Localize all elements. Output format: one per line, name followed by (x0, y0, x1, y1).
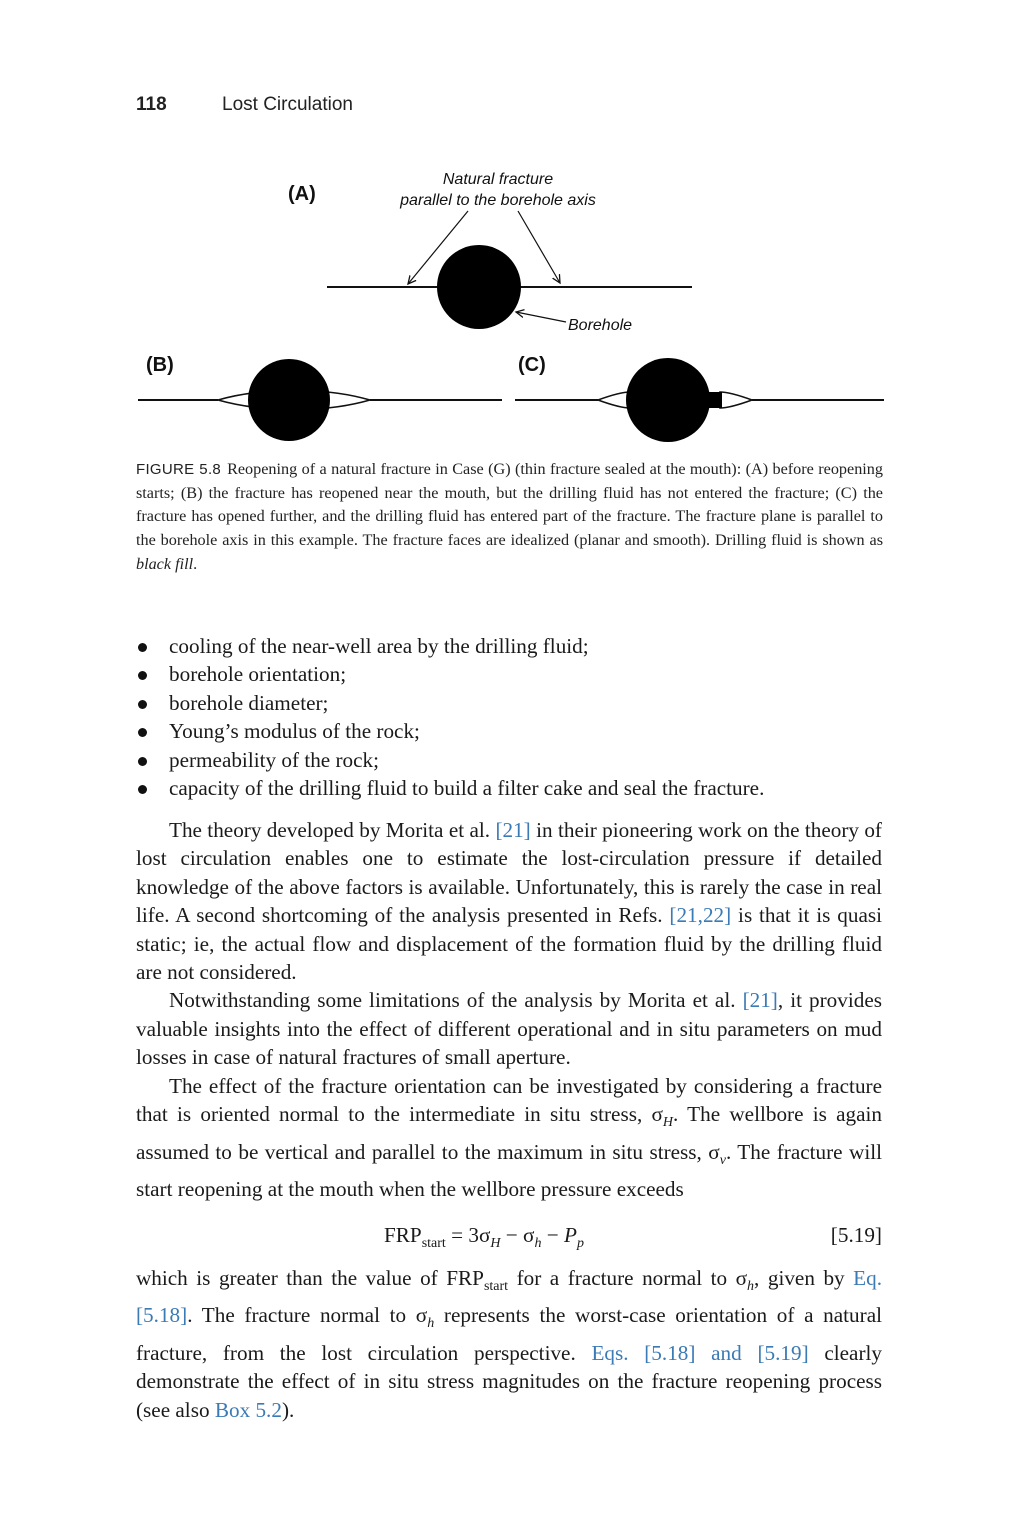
figure-diagram (120, 160, 900, 460)
list-item-text: borehole diameter; (169, 690, 329, 715)
bullet-icon (138, 785, 147, 794)
reference-link[interactable]: [21] (495, 818, 531, 842)
page-number: 118 (136, 94, 167, 115)
list-item (136, 632, 886, 660)
caption-italic: black fill (136, 554, 194, 573)
figure-5-8 (120, 160, 900, 460)
body-text (136, 816, 882, 1424)
panel-b-borehole (248, 359, 330, 441)
bullet-icon (138, 757, 147, 766)
paragraph-2: Notwithstanding some limitations of the analysis by Morita et al. [21], it provides valuable insights into the effect of different operational and in situ parameters on mud losses in case of natural fractures of small aperture. (136, 988, 882, 1070)
borehole-arrow (516, 312, 566, 322)
box-link[interactable]: Box 5.2 (214, 1397, 282, 1422)
reference-link[interactable]: [21] (742, 988, 778, 1013)
caption-end: . (193, 554, 198, 573)
equation-link[interactable]: Eqs. [5.18] and [5.19] (591, 1341, 809, 1366)
list-item (136, 746, 886, 774)
fracture-annotation-line2: parallel to the borehole axis (400, 192, 596, 209)
borehole-label: Borehole (568, 317, 633, 334)
list-item-text: Young’s modulus of the rock; (169, 719, 420, 744)
panel-c-borehole (626, 358, 710, 442)
equation-link[interactable]: Eq. [5.18] (136, 1265, 882, 1328)
bullet-icon (138, 643, 147, 652)
panel-c-opening-left (598, 392, 630, 408)
equation-5-19 (136, 1221, 882, 1251)
list-item-text: cooling of the near-well area by the drilling fluid; (169, 634, 589, 658)
reference-link[interactable]: [21,22] (669, 903, 732, 928)
paragraph-3: The effect of the fracture orientation can be investigated by considering a fracture that is oriented normal to the intermediate in situ stress, $\sigma_H$. The wellbore is again assumed to be vertical and parallel to the maximum in situ stress, $\sigma_v$. The fracture will start reopening at the mouth when the wellbore pressure exceeds (136, 1073, 882, 1202)
panel-c-label: (C) (518, 354, 546, 376)
list-item (136, 774, 886, 802)
panel-c-opening-right (720, 392, 752, 408)
factor-list (136, 632, 886, 802)
list-item (136, 689, 886, 717)
panel-a-label: (A) (288, 183, 316, 205)
caption-label: FIGURE 5.8 (136, 461, 222, 478)
fracture-annotation-line1: Natural fracture (442, 171, 554, 188)
annotation-arrow-right (518, 211, 560, 283)
caption-text: Reopening of a natural fracture in Case (G) (thin fracture sealed at the mouth): (A) before reopening starts; (B) the fracture has reopened near the mouth, but the drilling fluid has not entered the fracture; (C) the fracture has opened further, and the drilling fluid has entered part of the fracture. The fracture plane is parallel to the borehole axis in this example. The fracture faces are idealized (planar and smooth). Drilling fluid is shown as (136, 460, 883, 550)
equation-body: $FRP_{start} = 3\sigma_H - \sigma_h - P_p$ (384, 1222, 584, 1251)
running-title: Lost Circulation (222, 94, 353, 115)
paragraph-1: The theory developed by Morita et al. [21] in their pioneering work on the theory of lost circulation enables one to estimate the lost-circulation pressure if detailed knowledge of the above factors is available. Unfortunately, this is rarely the case in real life. A second shortcoming of the analysis presented in Refs. [21,22] is that it is quasi static; ie, the actual flow and displacement of the formation fluid by the drilling fluid are not considered. (136, 818, 883, 985)
list-item-text: borehole orientation; (169, 662, 347, 687)
list-item (136, 660, 886, 688)
bullet-icon (138, 700, 147, 709)
bullet-icon (138, 728, 147, 737)
figure-caption (136, 458, 883, 577)
page-header (136, 94, 353, 116)
list-item-text: capacity of the drilling fluid to build a filter cake and seal the fracture. (169, 776, 765, 801)
equation-number: [5.19] (830, 1222, 882, 1247)
paragraph-4: which is greater than the value of $FRP_{start}$ for a fracture normal to $\sigma_h$, given by Eq. [5.18]. The fracture normal to $\sigma_h$ represents the worst-case orientation of a natural fracture, from the lost circulation perspective. Eqs. [5.18] and [5.19] clearly demonstrate the effect of in situ stress magnitudes on the fracture reopening process (see also Box 5.2). (136, 1265, 883, 1422)
bullet-icon (138, 671, 147, 680)
panel-a-borehole (437, 245, 521, 329)
list-item-text: permeability of the rock; (169, 747, 380, 772)
list-item (136, 717, 886, 745)
panel-b-label: (B) (146, 354, 174, 376)
